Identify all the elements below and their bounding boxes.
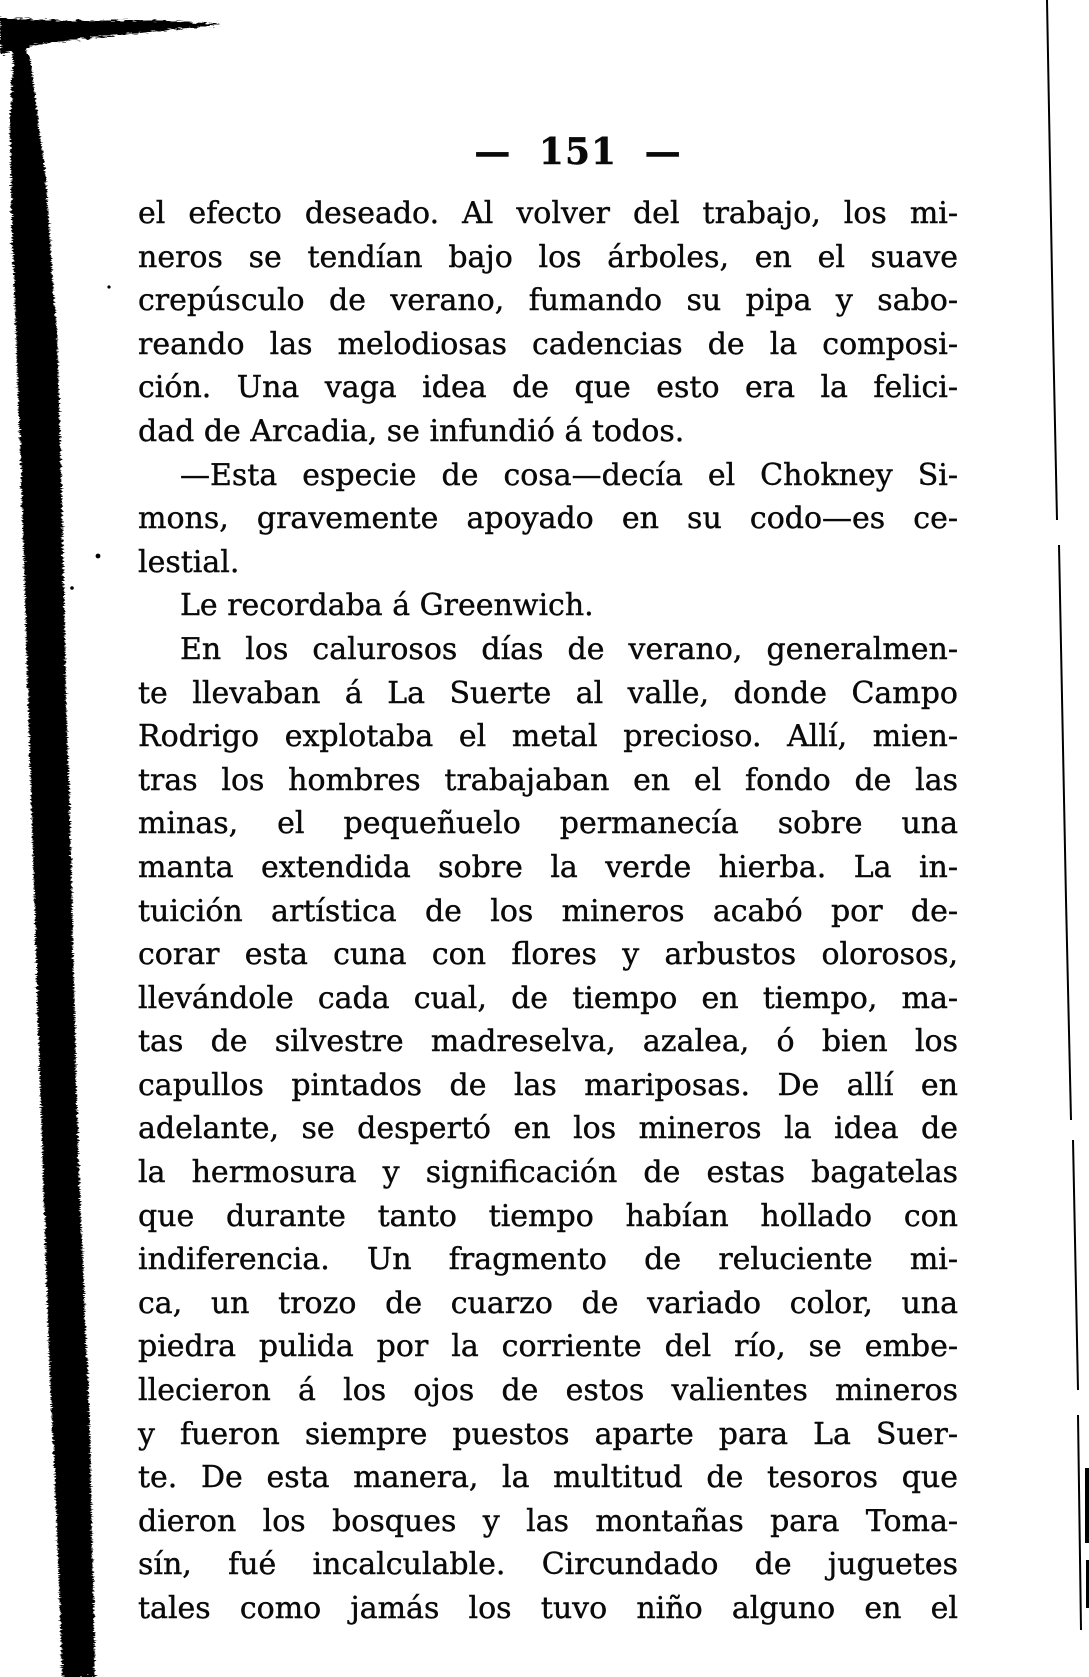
header-dash-right: — xyxy=(644,131,682,173)
scan-artifact-binding-shadow xyxy=(10,55,95,1677)
header-dash-left: — xyxy=(474,131,512,173)
text-line: minas, el pequeñuelo permanecía sobre una xyxy=(138,806,958,842)
text-line: sín, fué incalculable. Circundado de juguetes xyxy=(138,1547,958,1583)
text-line: la hermosura y significación de estas bagatelas xyxy=(138,1155,958,1191)
text-line: llevándole cada cual, de tiempo en tiempo, ma- xyxy=(138,980,958,1016)
page-number: 151 xyxy=(538,131,618,173)
scan-artifact-edge-sliver xyxy=(1085,1468,1089,1543)
text-line: En los calurosos días de verano, generalmen- xyxy=(180,631,958,667)
scan-artifact-page-edge-line xyxy=(1047,0,1081,1630)
text-line: piedra pulida por la corriente del río, se embe- xyxy=(138,1329,958,1365)
text-line: dieron los bosques y las montañas para Toma- xyxy=(138,1503,958,1539)
text-line: tas de silvestre madreselva, azalea, ó bien los xyxy=(138,1024,958,1060)
text-line: capullos pintados de las mariposas. De allí en xyxy=(138,1067,958,1103)
text-line: te llevaban á La Suerte al valle, donde Campo xyxy=(138,675,958,711)
text-line: manta extendida sobre la verde hierba. La in- xyxy=(138,849,958,885)
text-line: tales como jamás los tuvo niño alguno en el xyxy=(138,1591,958,1626)
text-line: mons, gravemente apoyado en su codo—es ce- xyxy=(138,501,958,537)
text-line: ca, un trozo de cuarzo de variado color, una xyxy=(138,1285,958,1321)
text-line: Rodrigo explotaba el metal precioso. Allí, mien- xyxy=(138,719,958,755)
page-text xyxy=(138,192,958,1631)
text-line: indiferencia. Un fragmento de reluciente mi- xyxy=(138,1242,958,1278)
scan-artifact-speck xyxy=(107,285,110,288)
text-line: el efecto deseado. Al volver del trabajo, los mi- xyxy=(138,196,958,231)
text-line: corar esta cuna con flores y arbustos olorosos, xyxy=(138,937,958,973)
scan-artifact-top-wedge xyxy=(0,18,224,54)
text-line: llecieron á los ojos de estos valientes mineros xyxy=(138,1373,958,1409)
text-line: lestial. xyxy=(138,544,240,580)
text-line: dad de Arcadia, se infundió á todos. xyxy=(138,413,685,449)
text-line: ción. Una vaga idea de que esto era la felici- xyxy=(138,370,958,406)
text-line: crepúsculo de verano, fumando su pipa y sabo- xyxy=(138,283,958,319)
text-line: que durante tanto tiempo habían hollado con xyxy=(138,1198,958,1234)
text-line: neros se tendían bajo los árboles, en el suave xyxy=(138,239,958,275)
text-line: adelante, se despertó en los mineros la idea de xyxy=(138,1111,958,1147)
text-line: —Esta especie de cosa—decía el Chokney Si- xyxy=(180,457,958,493)
scan-artifact-speck xyxy=(96,554,101,559)
text-line: Le recordaba á Greenwich. xyxy=(180,588,594,624)
text-line: te. De esta manera, la multitud de tesoros que xyxy=(138,1460,958,1496)
scan-artifact-speck xyxy=(70,586,74,590)
text-line: tras los hombres trabajaban en el fondo de las xyxy=(138,762,958,798)
text-line: tuición artística de los mineros acabó por de- xyxy=(138,893,958,929)
text-line: y fueron siempre puestos aparte para La Suer- xyxy=(138,1416,958,1452)
page-header xyxy=(138,132,958,172)
text-line: reando las melodiosas cadencias de la composi- xyxy=(138,326,958,362)
